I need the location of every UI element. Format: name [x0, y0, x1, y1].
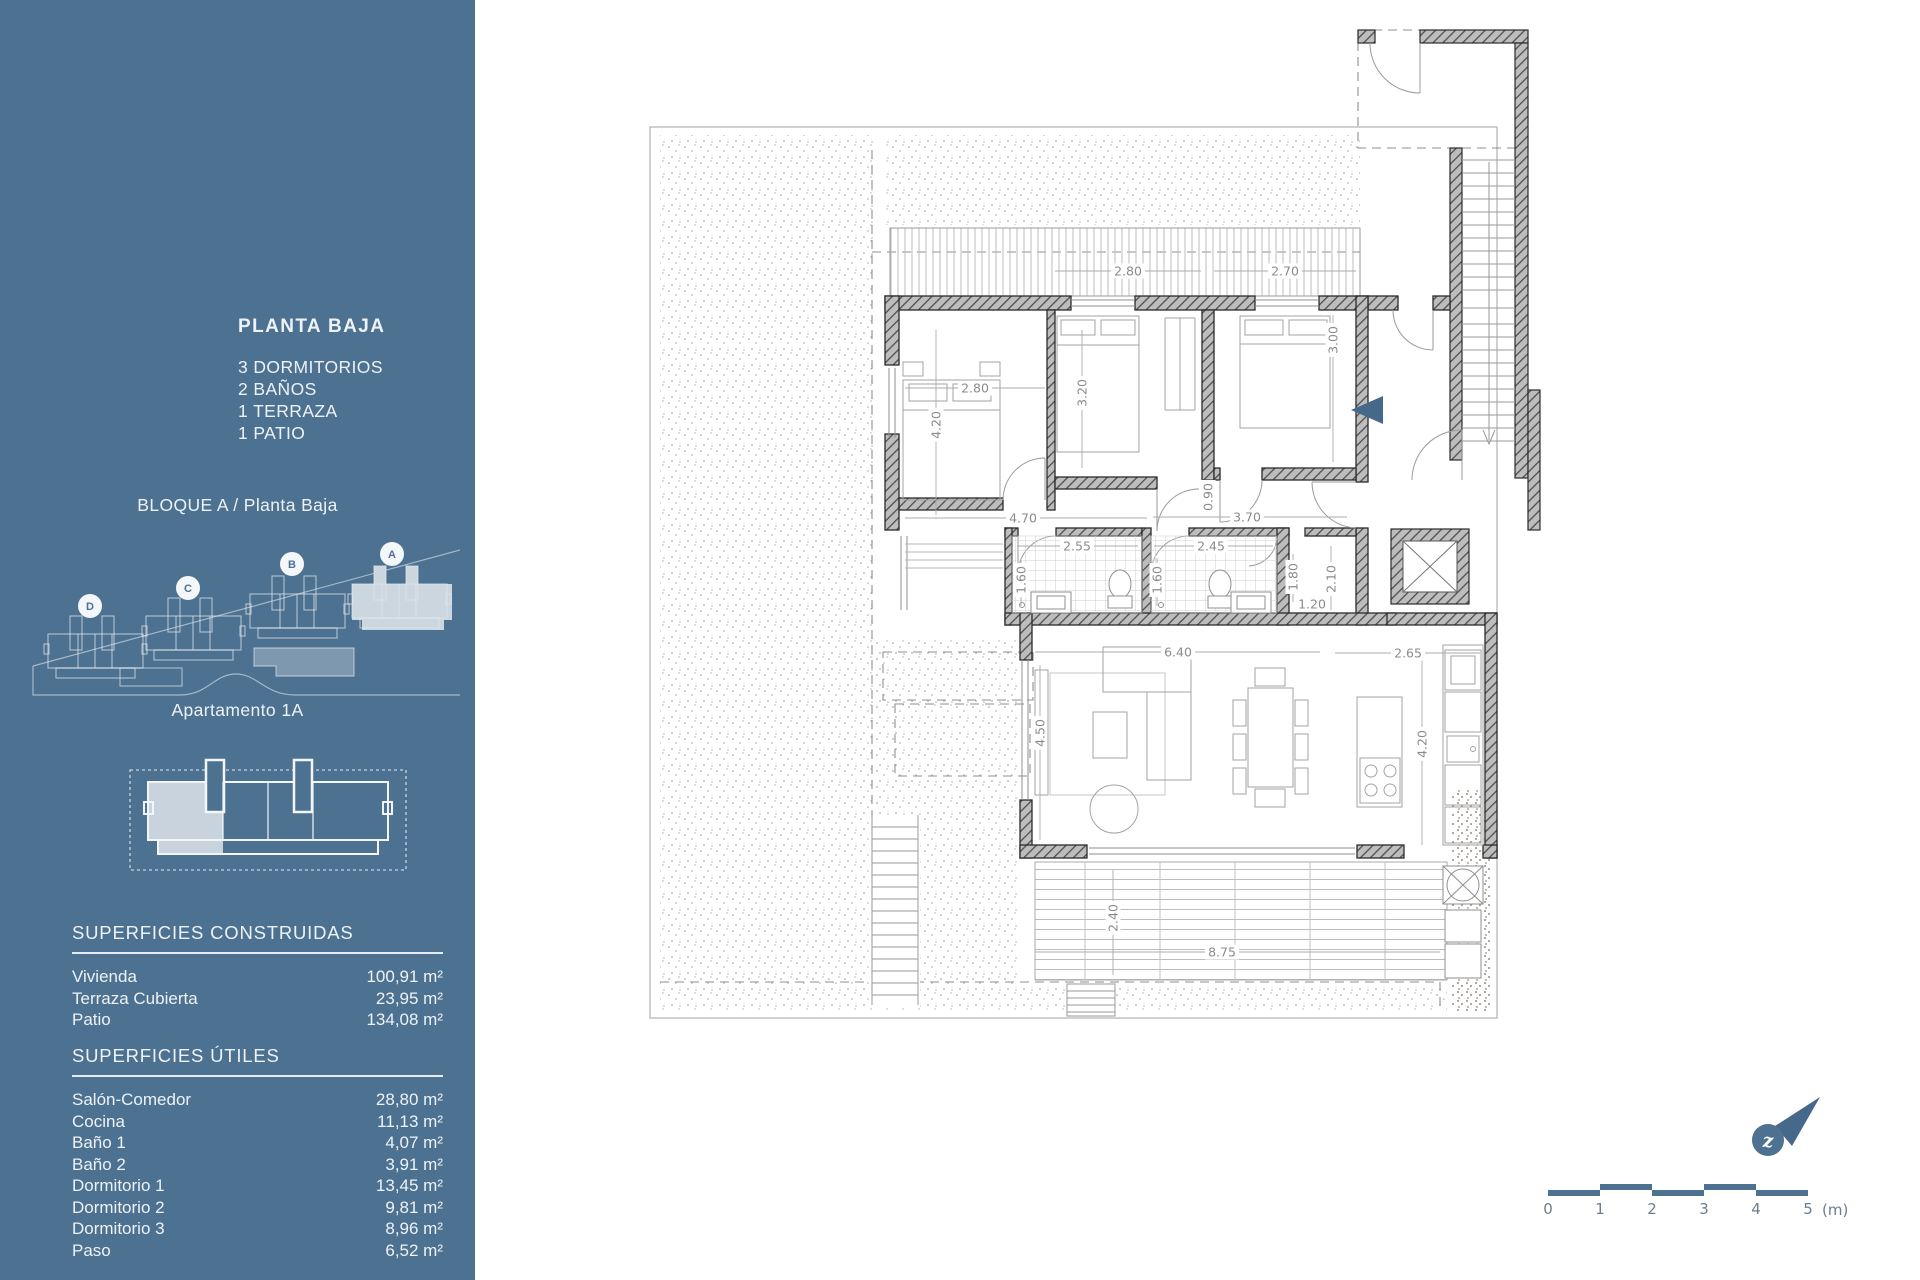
table-row: [72, 1089, 443, 1111]
useful-surfaces-rows: [72, 1089, 443, 1261]
scale-number: 3: [1699, 1200, 1709, 1218]
window-living-south: [1089, 848, 1355, 854]
site-badge-a-label: A: [388, 549, 396, 561]
row-label: Dormitorio 1: [72, 1176, 165, 1195]
site-pool-large: [254, 648, 354, 676]
row-label: Patio: [72, 1010, 111, 1029]
table-row: [72, 1175, 443, 1197]
window-dorm2: [1071, 300, 1135, 306]
row-value: 28,80 m²: [375, 1090, 443, 1109]
site-diagram: [30, 516, 460, 701]
dimension-label: 2.80: [958, 381, 992, 396]
dimension-label: 4.70: [1006, 511, 1040, 526]
row-value: 3,91 m²: [385, 1154, 443, 1174]
dimension-label: 3.00: [1326, 323, 1341, 357]
floorplan-drawing: [475, 0, 1920, 1280]
window-hall-west: [901, 536, 907, 610]
window-dorm1: [889, 368, 895, 438]
row-value: 100,91 m²: [366, 967, 443, 986]
dimension-label: 1.80: [1286, 560, 1301, 594]
row-label: Dormitorio 2: [72, 1197, 165, 1217]
table-row: [72, 966, 443, 988]
patio-steps: [905, 544, 1003, 568]
row-label: Vivienda: [72, 967, 137, 986]
window-living-west: [1022, 660, 1028, 800]
apartment-tower-right: [294, 760, 312, 812]
apartment-tower-left: [206, 760, 224, 812]
table-row: [72, 1240, 443, 1262]
dimension-label: 3.20: [1075, 376, 1090, 410]
dimension-label: 2.55: [1060, 539, 1094, 554]
useful-surfaces-table: [72, 1045, 443, 1261]
row-value: 8,96 m²: [385, 1219, 443, 1238]
site-block-b: [246, 576, 349, 638]
site-block-c: [142, 598, 245, 660]
bathroom-fixtures: [905, 536, 1277, 613]
feature-item: 1 TERRAZA: [238, 401, 338, 421]
row-value: 23,95 m²: [375, 988, 443, 1008]
patio-stairs-lower: [1067, 984, 1115, 1016]
row-label: Cocina: [72, 1111, 125, 1131]
pergola: [890, 228, 1360, 296]
row-label: Baño 1: [72, 1133, 126, 1152]
dimension-label: 2.65: [1391, 646, 1425, 661]
door-dorm2: [1157, 489, 1199, 531]
row-label: Salón-Comedor: [72, 1090, 192, 1109]
table-row: [72, 1197, 443, 1219]
row-value: 6,52 m²: [385, 1240, 443, 1260]
row-value: 134,08 m²: [366, 1010, 443, 1029]
scale-number: 4: [1751, 1200, 1761, 1218]
dimension-label: 2.40: [1106, 901, 1121, 935]
dimension-label: 3.70: [1230, 510, 1264, 525]
scale-number: 2: [1647, 1200, 1657, 1218]
row-label: Terraza Cubierta: [72, 988, 198, 1008]
dimension-label: 2.10: [1324, 562, 1339, 596]
table-row: [72, 988, 443, 1010]
site-block-d: [44, 616, 147, 678]
feature-item: 1 PATIO: [238, 423, 306, 443]
dimension-label: 4.20: [929, 408, 944, 442]
dimension-label: 4.20: [1415, 727, 1430, 761]
row-label: Baño 2: [72, 1154, 126, 1174]
constructed-surfaces-table: [72, 922, 443, 1031]
row-value: 4,07 m²: [385, 1133, 443, 1152]
constructed-surfaces-rows: [72, 966, 443, 1031]
feature-item: 3 DORMITORIOS: [238, 357, 383, 377]
site-boundary-bottom: [33, 666, 460, 695]
window-dorm3: [1255, 300, 1319, 306]
table-row: [72, 1154, 443, 1176]
dimension-label: 8.75: [1205, 945, 1239, 960]
table-row: [72, 1132, 443, 1154]
feature-list: [238, 356, 383, 444]
dimension-label: 1.60: [1014, 563, 1029, 597]
dashed-room-top-right: [1358, 30, 1528, 148]
bed-dorm2: [1057, 316, 1195, 452]
door-porch: [1393, 310, 1433, 350]
row-value: 11,13 m²: [377, 1111, 443, 1131]
table-row: [72, 1218, 443, 1240]
bed-dorm3: [1240, 316, 1330, 428]
dimension-label: 0.90: [1201, 480, 1216, 514]
door-arc-top-room: [1370, 43, 1420, 93]
living-furniture: [1035, 647, 1191, 833]
door-dorm3: [1220, 480, 1262, 522]
row-value: 13,45 m²: [375, 1176, 443, 1195]
dining-table: [1233, 668, 1308, 807]
scale-unit: (m): [1822, 1201, 1849, 1219]
table-row: [72, 1009, 443, 1031]
north-arrow-icon: [1752, 1097, 1820, 1156]
north-arrow-label: z: [1762, 1130, 1774, 1152]
floorplan-area: [475, 0, 1920, 1280]
terrace-shaft: [1443, 866, 1483, 978]
elevator: [1391, 529, 1469, 604]
door-dorm1: [1003, 458, 1045, 500]
page-title: PLANTA BAJA: [238, 316, 386, 337]
apartment-label: Apartamento 1A: [171, 700, 304, 720]
dimension-label: 1.20: [1295, 597, 1329, 612]
dimension-label: 1.60: [1150, 563, 1165, 597]
site-pool-small: [120, 668, 182, 686]
row-label: Paso: [72, 1240, 111, 1260]
terrace-deck: [1035, 862, 1483, 980]
dimension-label: 2.70: [1268, 264, 1302, 279]
scale-number: 1: [1595, 1200, 1605, 1218]
dimension-label: 4.50: [1033, 716, 1048, 750]
sidebar: [0, 0, 475, 1280]
block-label: BLOQUE A / Planta Baja: [137, 495, 338, 515]
exterior-stair: [1358, 30, 1540, 530]
table-row: [72, 1111, 443, 1133]
dimension-label: 2.80: [1111, 264, 1145, 279]
site-badge-b-label: B: [288, 559, 296, 571]
useful-surfaces-heading: SUPERFICIES ÚTILES: [72, 1045, 443, 1077]
door-entry: [1312, 482, 1356, 528]
site-badge-d-label: D: [86, 601, 94, 613]
scale-number: 0: [1543, 1200, 1553, 1218]
dimension-label: 6.40: [1161, 645, 1195, 660]
bed-dorm1: [903, 362, 1000, 500]
row-label: Dormitorio 3: [72, 1219, 165, 1238]
dimension-label: 2.45: [1194, 539, 1228, 554]
row-value: 9,81 m²: [385, 1197, 443, 1217]
scale-number: 5: [1803, 1200, 1813, 1218]
site-badge-c-label: C: [184, 583, 192, 595]
constructed-surfaces-heading: SUPERFICIES CONSTRUIDAS: [72, 922, 443, 954]
feature-item: 2 BAÑOS: [238, 379, 317, 399]
apartment-diagram: [118, 740, 418, 880]
scale-bar: [1548, 1184, 1808, 1196]
